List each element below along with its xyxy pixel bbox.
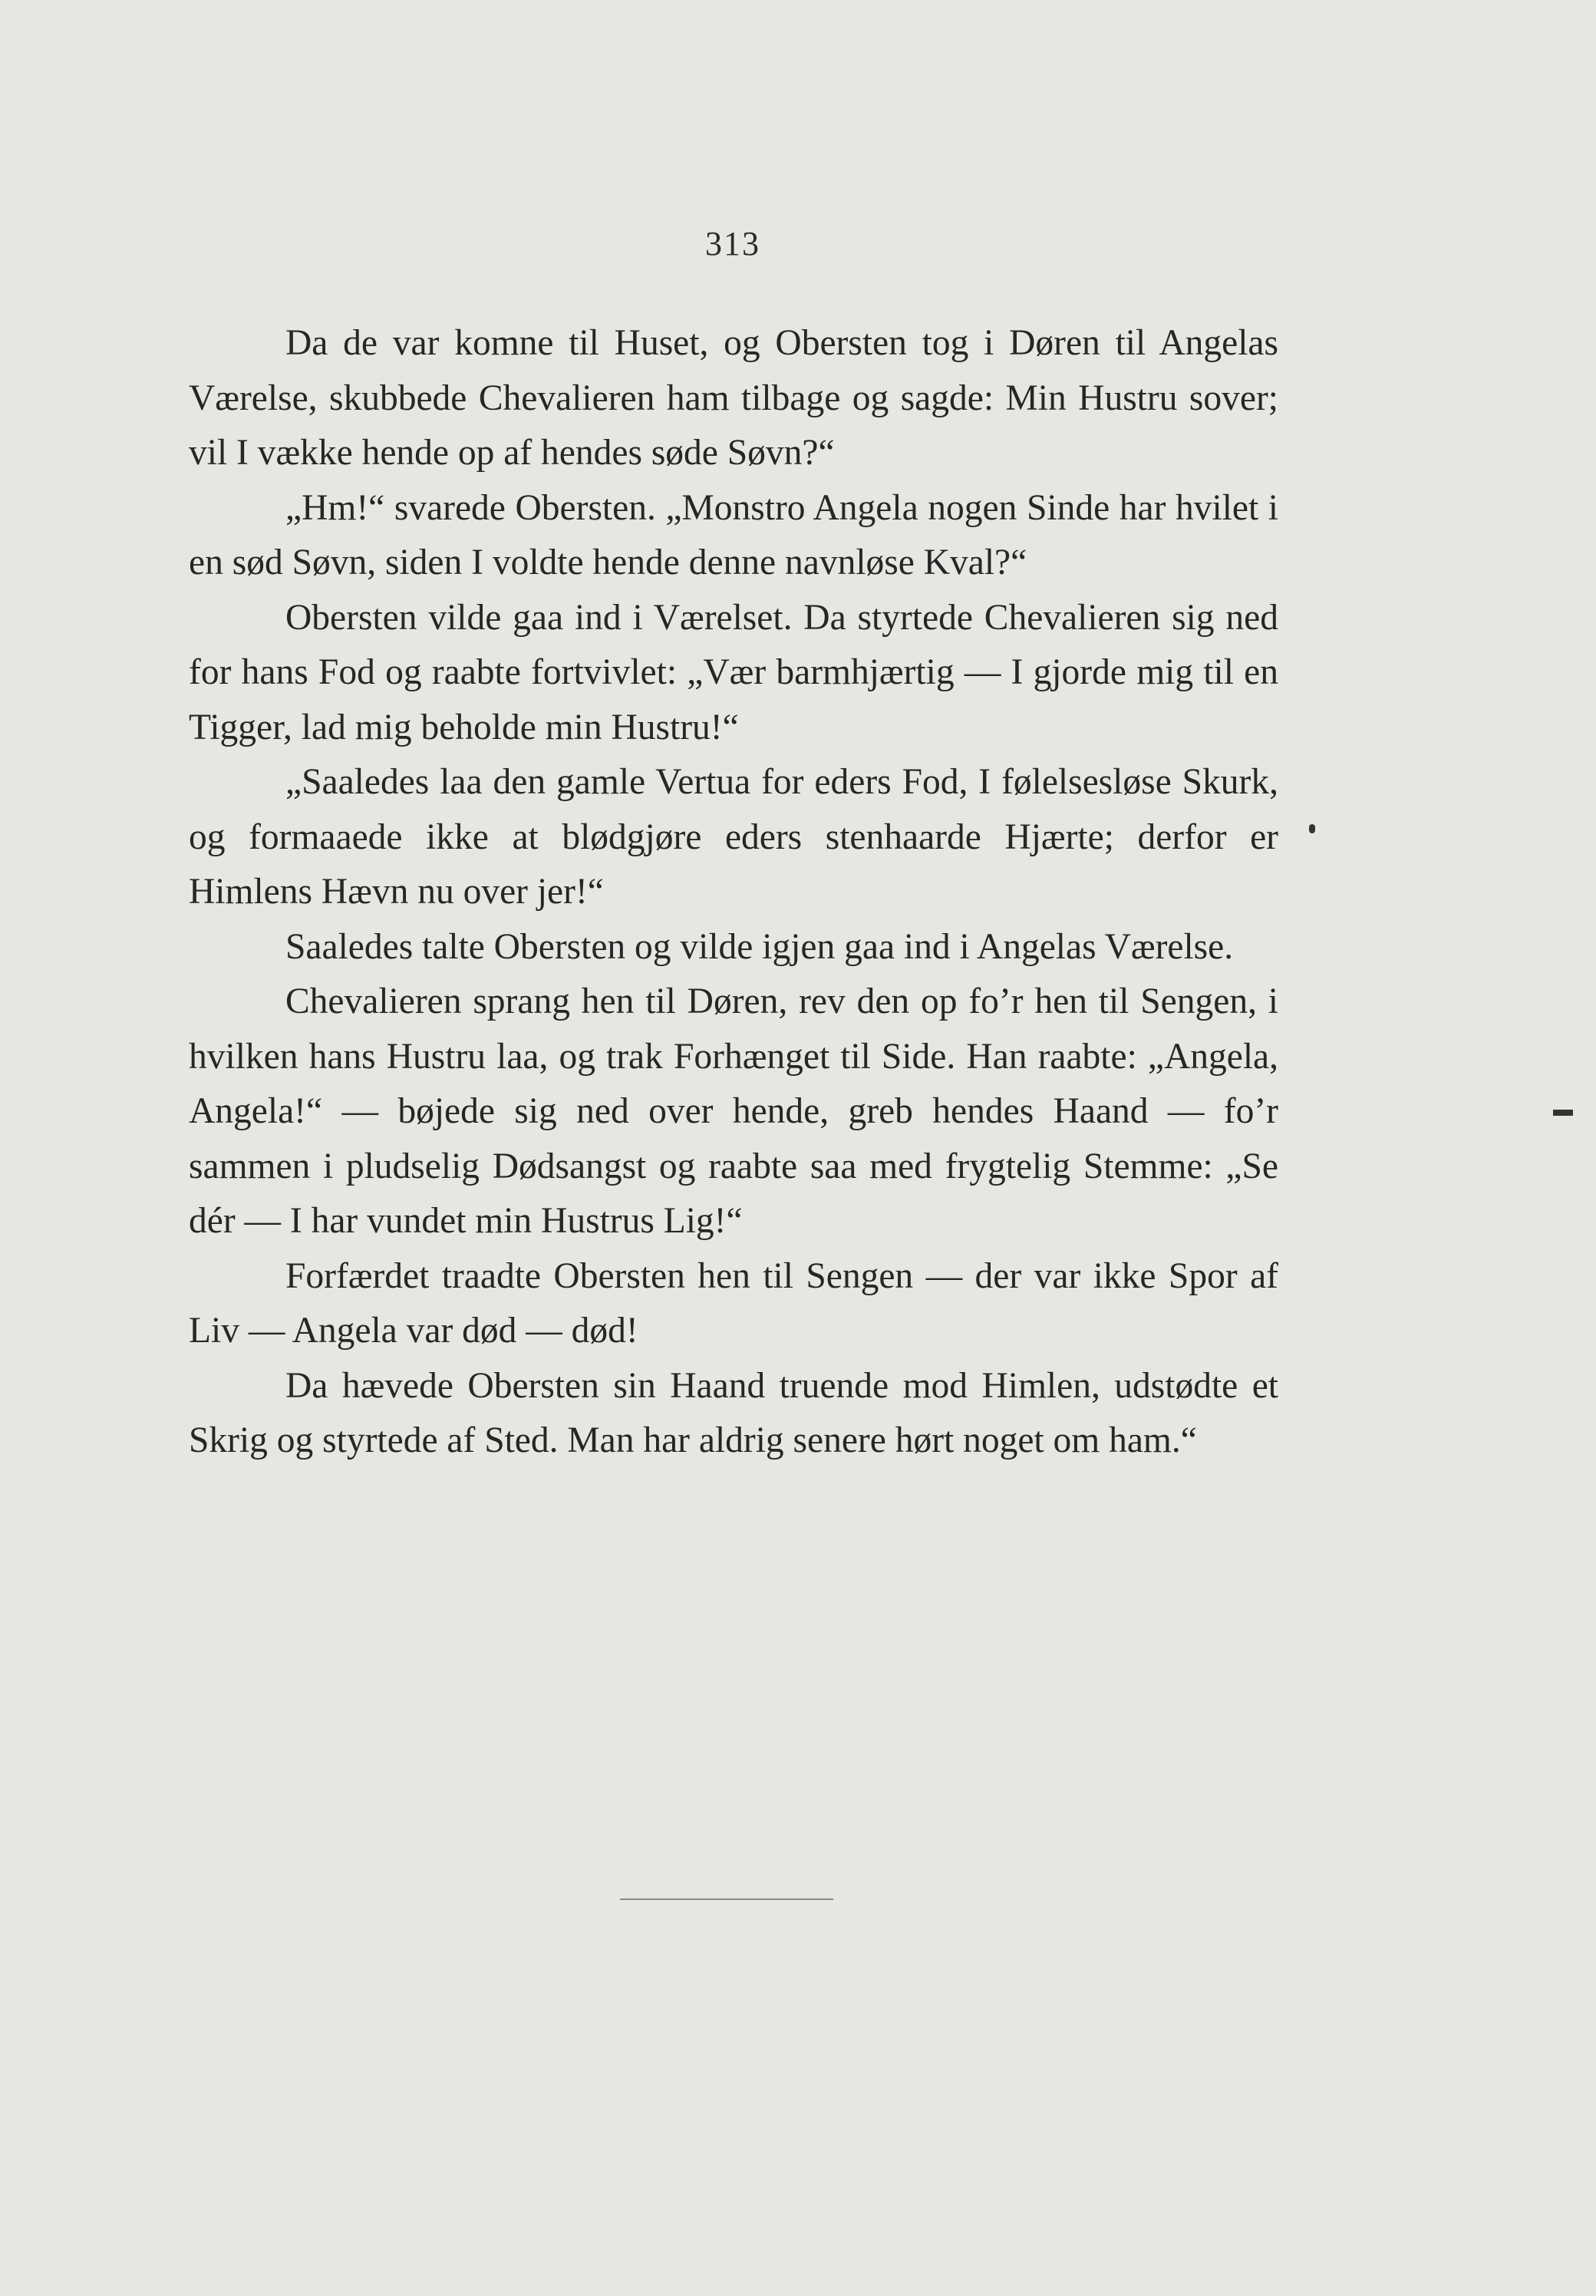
paragraph: Da hævede Obersten sin Haand truende mod Himlen, udstødte et Skrig og styrtede af Sted. Man har aldrig senere hørt noget om ham.“ bbox=[189, 1365, 1278, 1460]
paragraph: Da de var komne til Huset, og Obersten tog i Døren til Angelas Værelse, skubbede Chevalieren ham tilbage og sagde: Min Hustru sover; vil I vække hende op af hendes søde Søvn?“ bbox=[189, 323, 1278, 473]
paragraph: Forfærdet traadte Obersten hen til Sengen — der var ikke Spor af Liv — Angela var død — død! bbox=[189, 1255, 1278, 1351]
paragraph: Saaledes talte Obersten og vilde igjen gaa ind i Angelas Værelse. bbox=[285, 926, 1234, 967]
paragraph: Chevalieren sprang hen til Døren, rev den op fo’r hen til Sengen, i hvilken hans Hustru laa, og trak Forhænget til Side. Han raabte: „Angela, Angela!“ — bøjede sig ned over hende, greb hendes Haand — fo’r sammen i pludselig Dødsangst og raabte saa med frygtelig Stemme: „Se dér — I har vundet min Hustrus Lig!“ bbox=[189, 981, 1278, 1241]
body-text bbox=[189, 316, 1278, 1469]
edge-mark bbox=[1309, 824, 1315, 833]
paragraph: „Hm!“ svarede Obersten. „Monstro Angela nogen Sinde har hvilet i en sød Søvn, siden I voldte hende denne navnløse Kval?“ bbox=[189, 487, 1278, 582]
paragraph: „Saaledes laa den gamle Vertua for eders Fod, I følelsesløse Skurk, og formaaede ikke at blødgjøre eders stenhaarde Hjærte; derfor er Himlens Hævn nu over jer!“ bbox=[189, 762, 1278, 912]
end-rule bbox=[620, 1898, 833, 1900]
paragraph: Obersten vilde gaa ind i Værelset. Da styrtede Chevalieren sig ned for hans Fod og raabte fortvivlet: „Vær barmhjærtig — I gjorde mig til en Tigger, lad mig beholde min Hustru!“ bbox=[189, 597, 1278, 747]
page-number: 313 bbox=[705, 225, 760, 262]
edge-mark bbox=[1553, 1110, 1573, 1116]
